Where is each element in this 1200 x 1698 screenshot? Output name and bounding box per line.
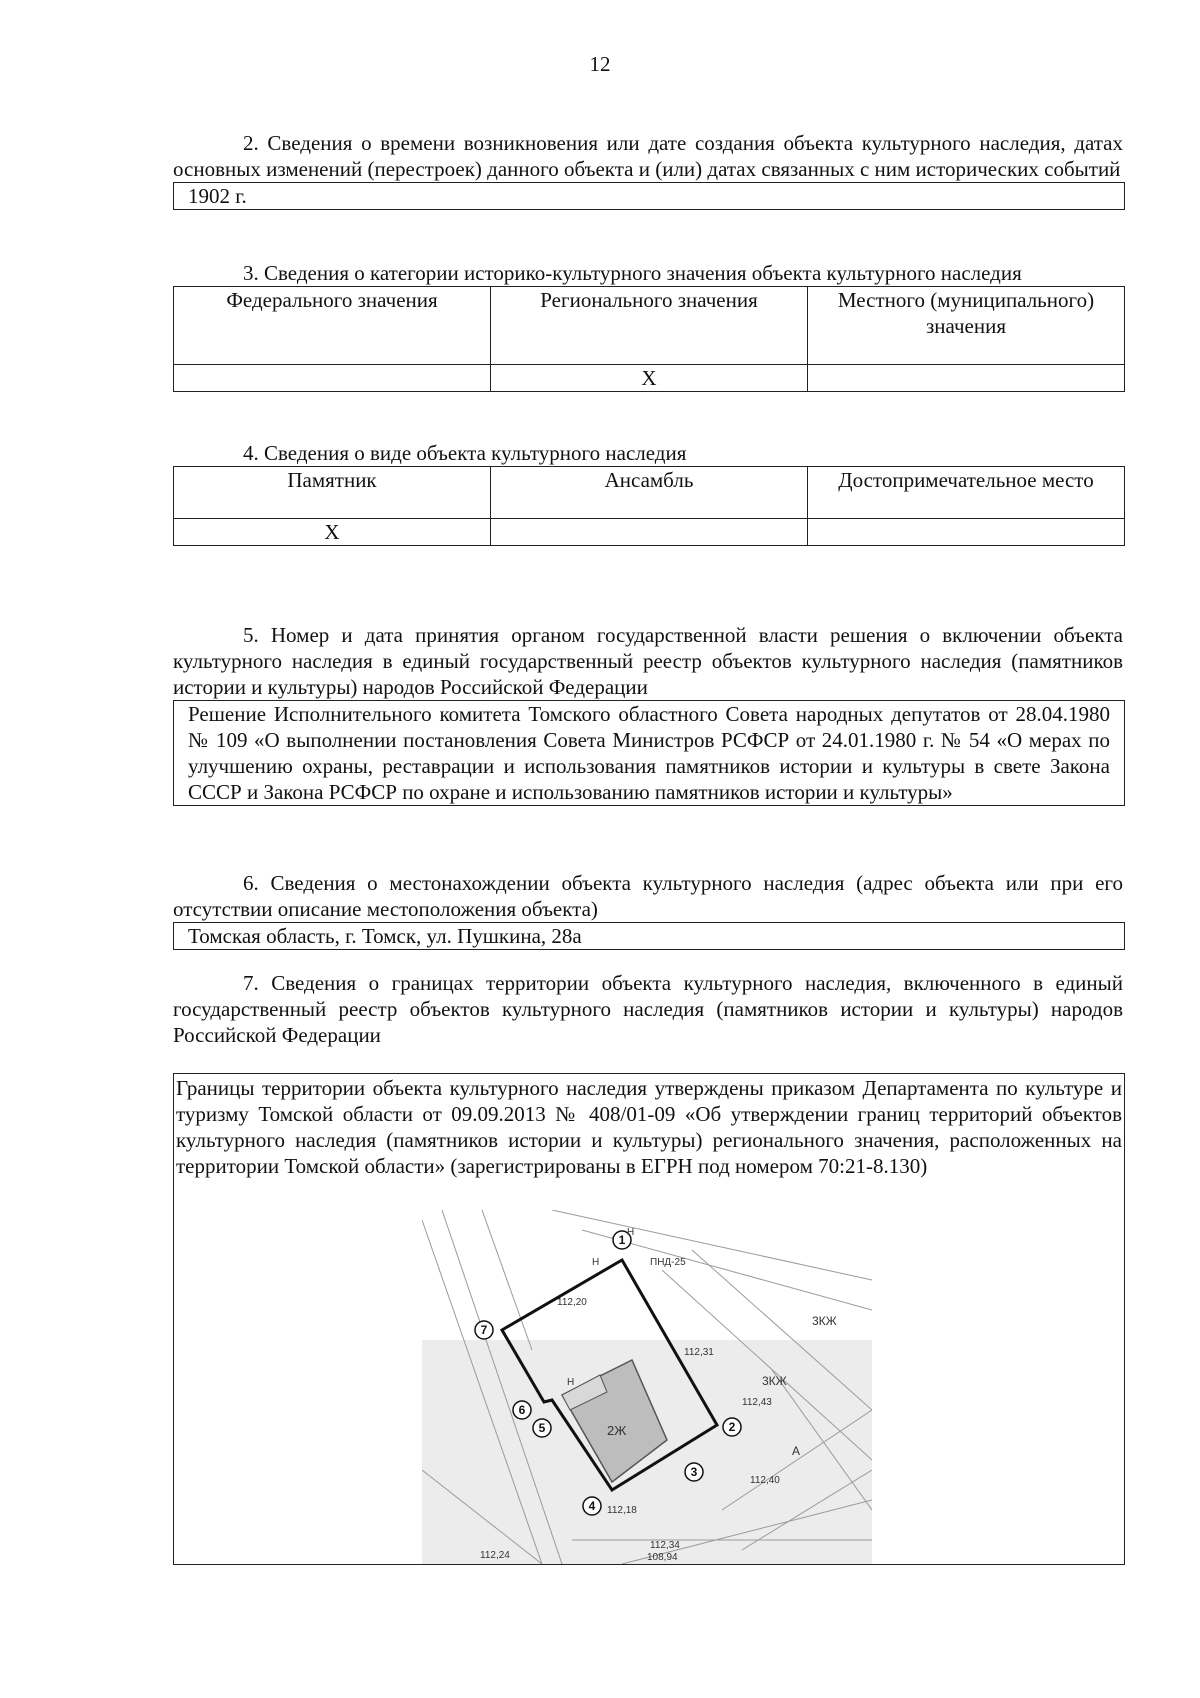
boundary-box <box>173 1073 1125 1565</box>
boundary-point-6 <box>513 1401 531 1419</box>
section-5-value-box <box>173 700 1125 806</box>
svg-text:3: 3 <box>690 1465 698 1479</box>
type-monument: Памятник <box>174 467 491 519</box>
map-label: Н <box>627 1227 635 1238</box>
map-label: ПНД-25 <box>650 1257 686 1268</box>
category-federal: Федерального значения <box>174 287 491 365</box>
boundary-point-3 <box>685 1463 703 1481</box>
map-label: 112,20 <box>557 1297 587 1308</box>
type-landmark: Достопримечательное место <box>808 467 1125 519</box>
svg-text:6: 6 <box>518 1403 526 1417</box>
boundary-point-7 <box>475 1321 493 1339</box>
section-4 <box>173 440 1123 546</box>
svg-text:1: 1 <box>618 1233 626 1247</box>
type-table <box>173 466 1125 546</box>
page-number: 12 <box>589 52 611 76</box>
boundary-point-5 <box>533 1419 551 1437</box>
map-label: 3КЖ <box>812 1314 837 1328</box>
boundary-point-2 <box>723 1418 741 1436</box>
section-6-value: Томская область, г. Томск, ул. Пушкина, 28а <box>188 924 582 948</box>
section-5 <box>173 622 1123 806</box>
section-2 <box>173 130 1123 210</box>
section-5-heading: 5. Номер и дата принятия органом государственной власти решения о включении объекта культурного наследия в единый государственный реестр объектов культурного наследия (памятников истории и культуры) народов Российской Федерации <box>173 623 1123 699</box>
category-local-mark <box>808 365 1125 392</box>
map-label: 112,24 <box>480 1550 510 1561</box>
map-label: 3КЖ <box>762 1374 787 1388</box>
type-monument-mark: Х <box>174 519 491 546</box>
section-3-heading: 3. Сведения о категории историко-культурного значения объекта культурного наследия <box>243 261 1022 285</box>
section-7-value: Границы территории объекта культурного наследия утверждены приказом Департамента по культуре и туризму Томской области от 09.09.2013 № 408/01-09 «Об утверждении границ территорий объектов культурного наследия (памятников истории и культуры) регионального значения, расположенных на территории Томской области» (зарегистрированы в ЕГРН под номером 70:21-8.130) <box>176 1076 1122 1178</box>
boundary-point-4 <box>583 1497 601 1515</box>
svg-text:7: 7 <box>480 1323 488 1337</box>
svg-text:2: 2 <box>728 1420 736 1434</box>
section-2-heading: 2. Сведения о времени возникновения или дате создания объекта культурного наследия, датах основных изменений (перестроек) данного объекта и (или) датах связанных с ним исторических событий <box>173 131 1123 181</box>
section-7 <box>173 970 1123 1048</box>
map-label: 112,40 <box>750 1475 780 1486</box>
section-7-heading: 7. Сведения о границах территории объекта культурного наследия, включенного в единый государственный реестр объектов культурного наследия (памятников истории и культуры) народов Российской Федерации <box>173 971 1123 1047</box>
type-ensemble: Ансамбль <box>491 467 808 519</box>
svg-text:4: 4 <box>588 1499 596 1513</box>
map-label: Н <box>567 1377 575 1388</box>
category-local: Местного (муниципального) значения <box>808 287 1125 365</box>
section-6 <box>173 870 1123 950</box>
map-label: 112,18 <box>607 1505 637 1516</box>
category-regional: Регионального значения <box>491 287 808 365</box>
section-5-value: Решение Исполнительного комитета Томского областного Совета народных депутатов от 28.04.1980 № 109 «О выполнении постановления Совета Министров РСФСР от 24.01.1980 г. № 54 «О мерах по улучшению охраны, реставрации и использования памятников истории и культуры в свете Закона СССР и Закона РСФСР по охране и использованию памятников истории и культуры» <box>188 702 1110 804</box>
section-4-heading: 4. Сведения о виде объекта культурного наследия <box>243 441 687 465</box>
map-label: 112,31 <box>684 1347 714 1358</box>
map-label: 112,34 <box>650 1540 680 1551</box>
map-label: 108,94 <box>647 1552 678 1563</box>
section-2-value-box <box>173 182 1125 210</box>
section-6-heading: 6. Сведения о местонахождении объекта культурного наследия (адрес объекта или при его отсутствии описание местоположения объекта) <box>173 871 1123 921</box>
svg-text:5: 5 <box>538 1421 546 1435</box>
map-label: Н <box>592 1257 600 1268</box>
type-ensemble-mark <box>491 519 808 546</box>
boundary-map <box>422 1210 872 1564</box>
type-landmark-mark <box>808 519 1125 546</box>
section-2-value: 1902 г. <box>188 184 247 208</box>
category-table <box>173 286 1125 392</box>
category-regional-mark: Х <box>491 365 808 392</box>
section-3 <box>173 260 1123 392</box>
category-federal-mark <box>174 365 491 392</box>
section-6-value-box <box>173 922 1125 950</box>
map-label: А <box>792 1444 801 1458</box>
map-label: 2Ж <box>607 1423 627 1438</box>
map-label: 112,43 <box>742 1397 772 1408</box>
